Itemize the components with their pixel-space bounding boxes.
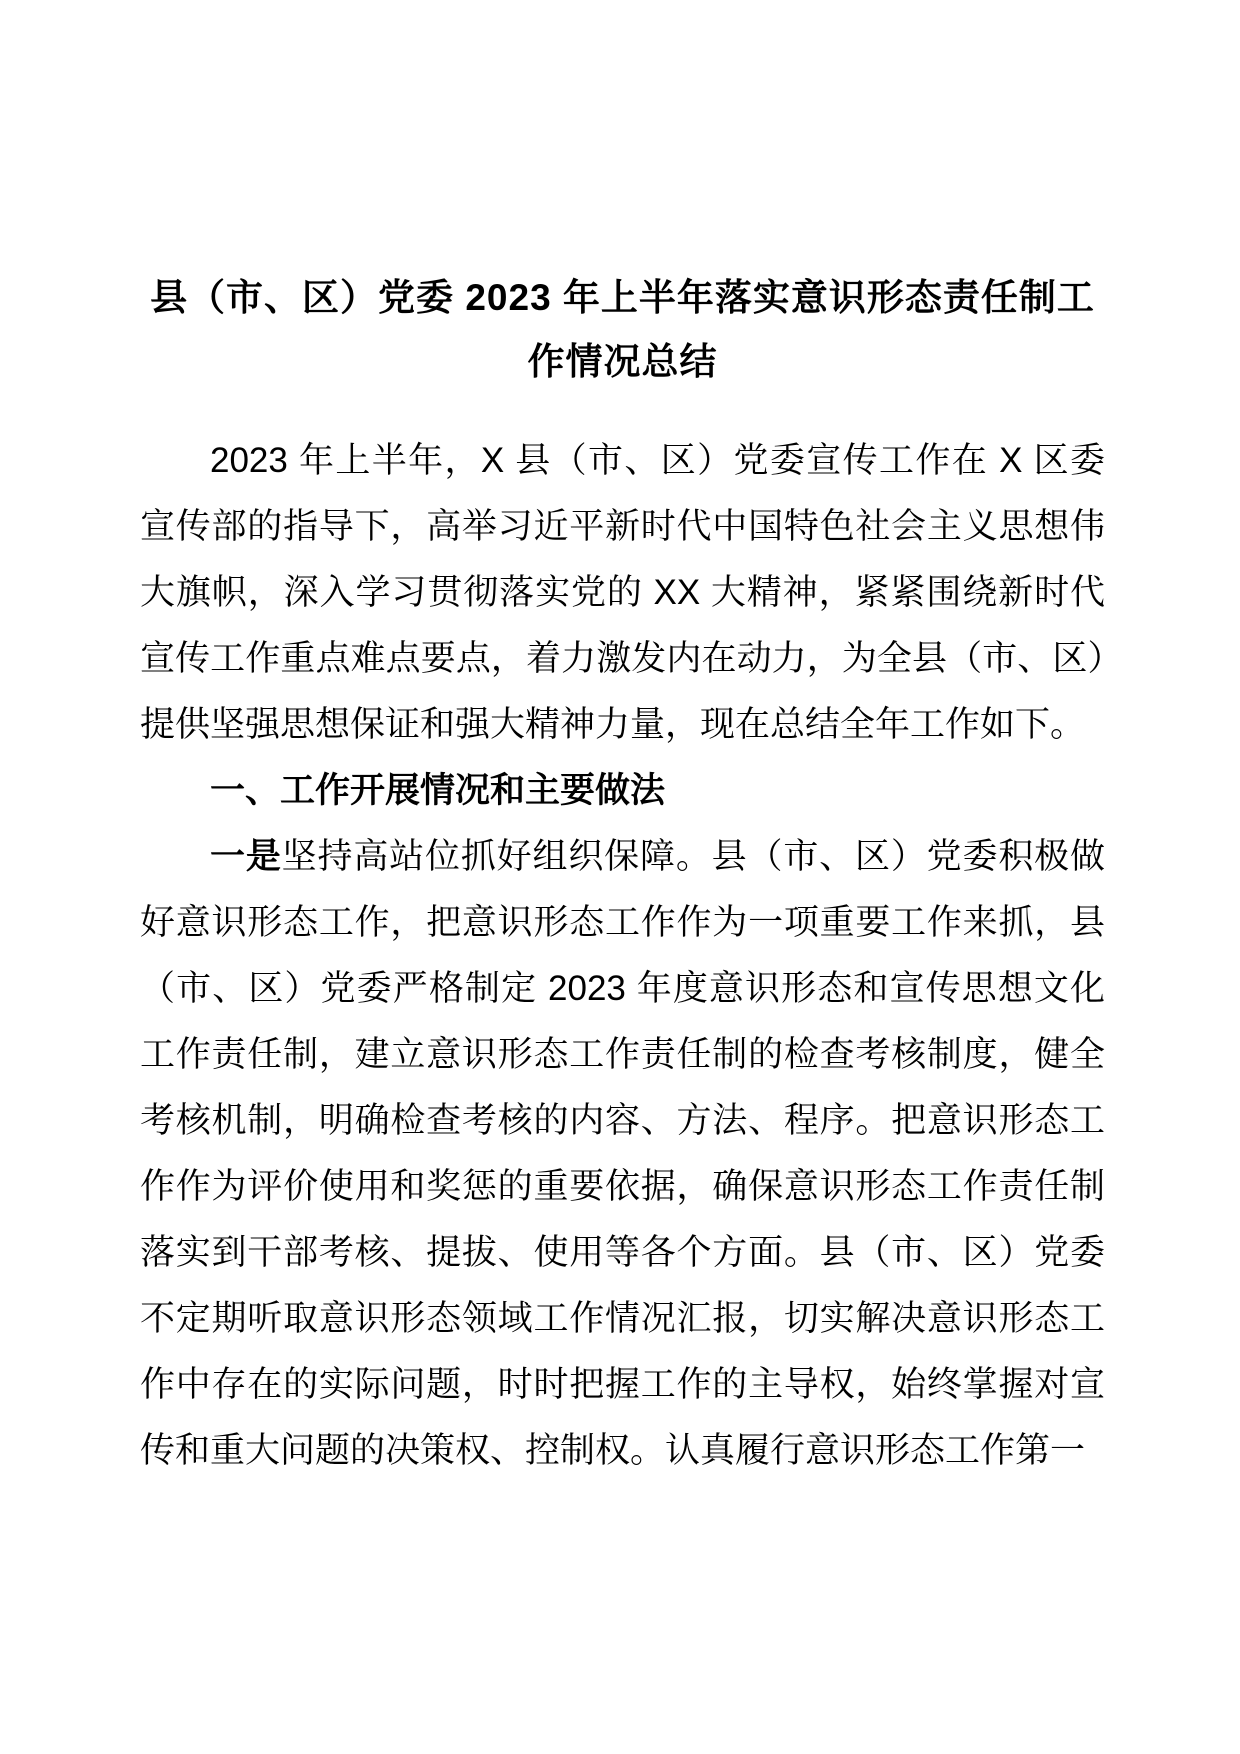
body-paragraph xyxy=(140,824,1105,1484)
document-title: 县（市、区）党委 2023 年上半年落实意识形态责任制工作情况总结 xyxy=(150,277,1095,382)
paragraph-lead-bold: 一是 xyxy=(210,837,282,876)
intro-paragraph: 2023 年上半年，X 县（市、区）党委宣传工作在 X 区委宣传部的指导下，高举习近平新时代中国特色社会主义思想伟大旗帜，深入学习贯彻落实党的 XX 大精神，紧紧围绕新时代宣传工作重点难点要点，着力激发内在动力，为全县（市、区）提供坚强思想保证和强大精神力量，现在总结全年工作如下。 xyxy=(140,441,1105,744)
paragraph-body-text: 坚持高站位抓好组织保障。县（市、区）党委积极做好意识形态工作，把意识形态工作作为一项重要工作来抓，县（市、区）党委严格制定 2023 年度意识形态和宣传思想文化工作责任制，建立意识形态工作责任制的检查考核制度，健全考核机制，明确检查考核的内容、方法、程序。把意识形态工作作为评价使用和奖惩的重要依据，确保意识形态工作责任制落实到干部考核、提拔、使用等各个方面。县（市、区）党委不定期听取意识形态领域工作情况汇报，切实解决意识形态工作中存在的实际问题，时时把握工作的主导权，始终掌握对宣传和重大问题的决策权、控制权。认真履行意识形态工作第一 xyxy=(140,837,1105,1470)
section-heading: 一、工作开展情况和主要做法 xyxy=(210,771,666,810)
